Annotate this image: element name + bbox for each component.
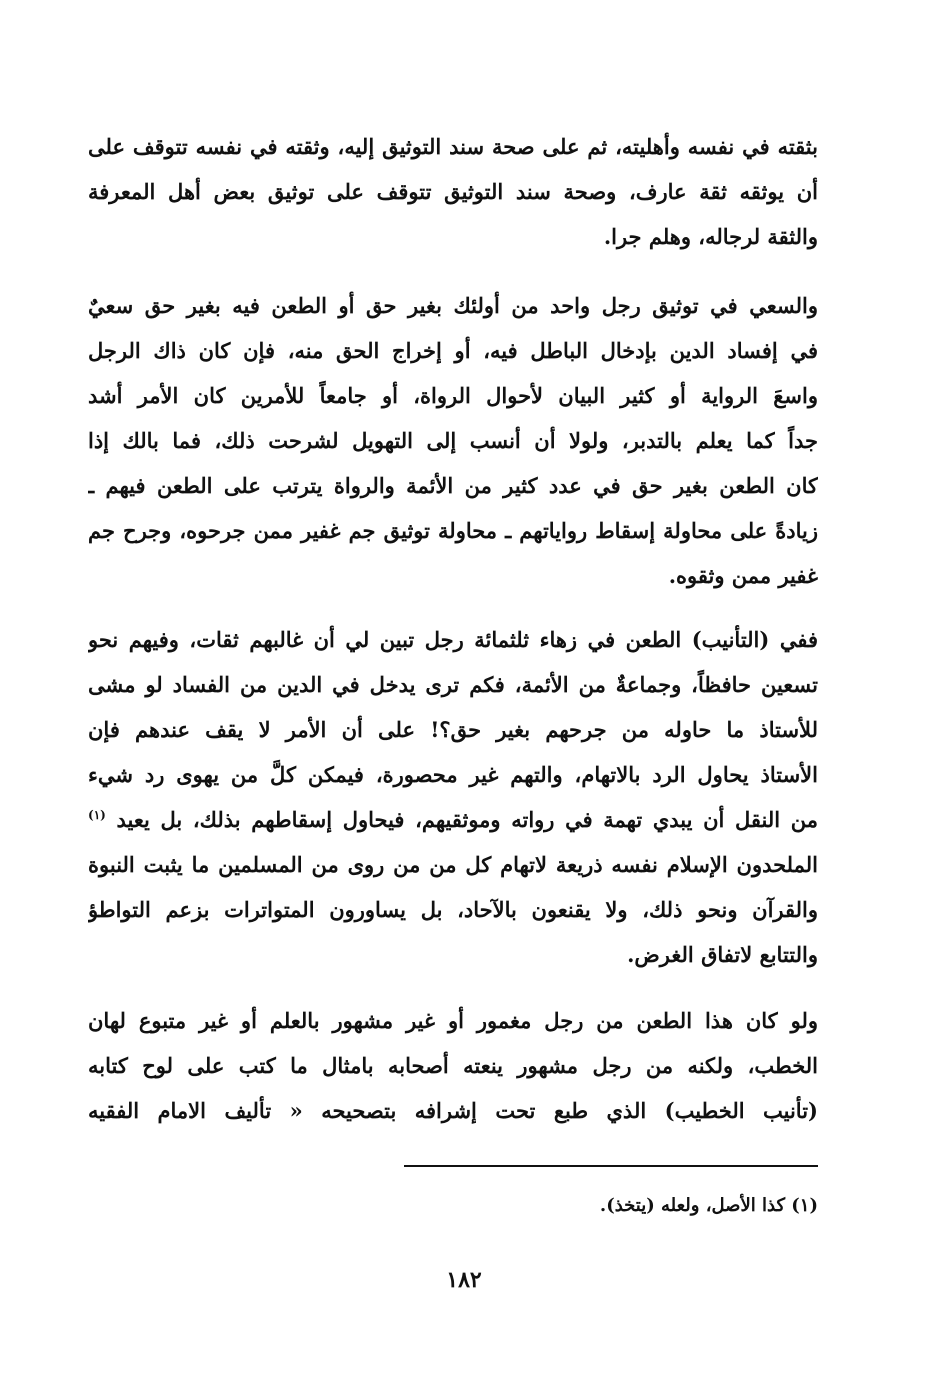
text-line-with-footnote	[88, 797, 818, 842]
text-line: واسعَ الرواية أو كثير البيان لأحوال الرواة، أو جامعاً للأمرين كان الأمر أشد	[88, 383, 818, 408]
text-line: والسعي في توثيق رجل واحد من أولئك بغير حق أو الطعن فيه بغير حق سعيٌ	[88, 293, 818, 318]
text-line: (تأنيب الخطيب) الذي طبع تحت إشرافه بتصحيحه « تأليف الامام الفقيه	[88, 1098, 818, 1123]
text-line-content: من النقل أن يبدي تهمة في رواته وموثقيهم، فيحاول إسقاطهم بذلك، بل يعيد	[116, 807, 818, 832]
paragraph-4	[88, 998, 818, 1133]
text-line: تسعين حافظاً، وجماعةٌ من الأئمة، فكم ترى يدخل في الدين من الفساد لو مشى	[88, 672, 818, 697]
paragraph-2	[88, 283, 818, 598]
text-line: والتتابع لاتفاق الغرض.	[627, 942, 818, 967]
text-line: والثقة لرجاله، وهلم جرا.	[603, 224, 818, 249]
text-line: جداً كما يعلم بالتدبر، ولولا أن أنسب إلى التهويل لشرحت ذلك، فما بالك إذا	[88, 428, 818, 453]
text-line: ففي (التأنيب) الطعن في زهاء ثلثمائة رجل تبين لي أن غالبهم ثقات، وفيهم نحو	[88, 627, 818, 652]
text-line: كان الطعن بغير حق في عدد كثير من الأئمة والرواة يترتب على الطعن فيهم ـ	[88, 473, 818, 498]
paragraph-1	[88, 124, 818, 259]
text-line: ولو كان هذا الطعن من رجل مغمور أو غير مشهور بالعلم أو غير متبوع لهان	[88, 1008, 818, 1033]
text-line: في إفساد الدين بإدخال الباطل فيه، أو إخراج الحق منه، فإن كان ذاك الرجل	[88, 338, 818, 363]
text-line: غفير ممن وثقوه.	[668, 563, 818, 588]
text-line: الملحدون الإسلام نفسه ذريعة لاتهام كل من من روى من المسلمين ما يثبت النبوة	[88, 852, 818, 877]
text-line: أن يوثقه ثقة عارف، وصحة سند التوثيق تتوقف على توثيق بعض أهل المعرفة	[88, 179, 818, 204]
text-line: الخطب، ولكنه من رجل مشهور ينعته أصحابه بامثال ما كتب على لوح كتابه	[88, 1053, 818, 1078]
text-line: الأستاذ يحاول الرد بالاتهام، والتهم غير محصورة، فيمكن كلَّ من يهوى رد شيء	[88, 762, 818, 787]
text-line: بثقته في نفسه وأهليته، ثم على صحة سند التوثيق إليه، وثقته في نفسه تتوقف على	[88, 134, 818, 159]
footnote-marker: (١)	[88, 808, 106, 822]
footnote-divider	[404, 1165, 818, 1167]
page-number: ١٨٢	[446, 1267, 482, 1293]
paragraph-3	[88, 617, 818, 977]
text-line: زيادةً على محاولة إسقاط رواياتهم ـ محاولة توثيق جم غفير ممن جرحوه، وجرح جم	[88, 518, 818, 543]
text-line: للأستاذ ما حاوله من جرحهم بغير حق؟! على أن الأمر لا يقف عندهم فإن	[88, 717, 818, 742]
text-line: والقرآن ونحو ذلك، ولا يقنعون بالآحاد، بل يساورون المتواترات بزعم التواطؤ	[88, 897, 818, 922]
footnote: (١) كذا الأصل، ولعله (يتخذ).	[599, 1195, 818, 1216]
